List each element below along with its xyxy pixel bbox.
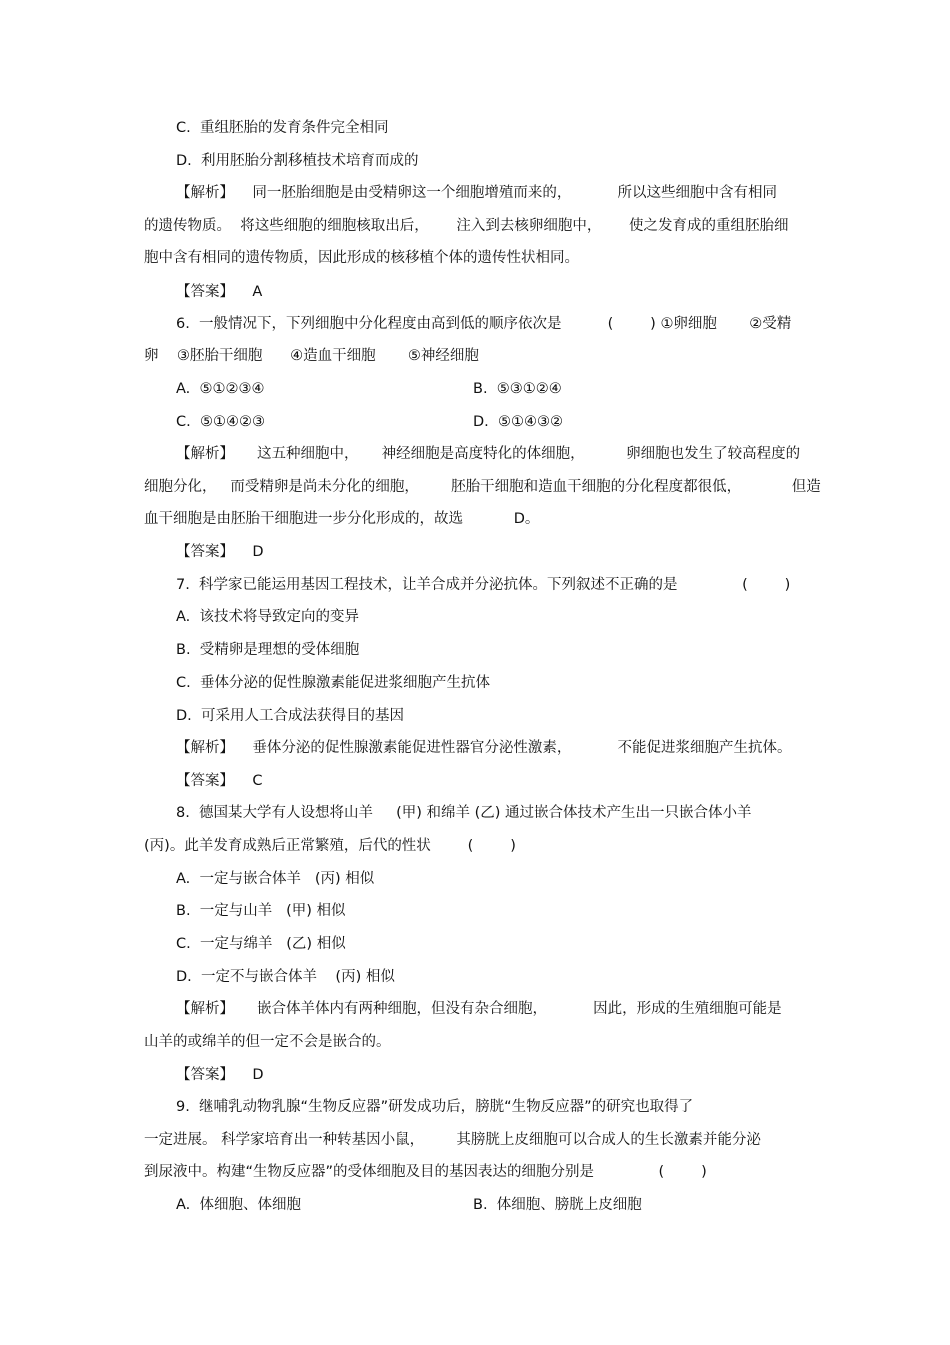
option-c: C. ⑤①④②③ <box>176 414 265 430</box>
option-d: D. ⑤①④③② <box>473 414 563 430</box>
option-a: A. 一定与嵌合体羊 (丙) 相似 <box>176 871 375 887</box>
question-9-text: 一定进展。 科学家培育出一种转基因小鼠， 其膀胱上皮细胞可以合成人的生长激素并能分泌 <box>144 1132 761 1148</box>
option-a: A. ⑤①②③④ <box>176 381 265 397</box>
option-c: C. 垂体分泌的促性腺激素能促进浆细胞产生抗体 <box>176 675 490 691</box>
option-b: B. 受精卵是理想的受体细胞 <box>176 642 360 658</box>
analysis-text: 细胞分化， 而受精卵是尚未分化的细胞， 胚胎干细胞和造血干细胞的分化程度都很低， 但造 <box>144 479 821 495</box>
answer-label: 【答案】 D <box>176 1067 264 1083</box>
option-d: D. 可采用人工合成法获得目的基因 <box>176 708 404 724</box>
option-d: D. 一定不与嵌合体羊 (丙) 相似 <box>176 969 395 985</box>
answer-label: 【答案】 A <box>176 284 263 300</box>
analysis-text: 的遗传物质。 将这些细胞的细胞核取出后， 注入到去核卵细胞中， 使之发育成的重组胚胎细 <box>144 218 789 234</box>
analysis-label: 【解析】 这五种细胞中， 神经细胞是高度特化的体细胞， 卵细胞也发生了较高程度的 <box>176 446 801 462</box>
question-8-text: (丙)。此羊发育成熟后正常繁殖，后代的性状 ( ) <box>144 838 516 854</box>
question-9-text: 到尿液中。构建“生物反应器”的受体细胞及目的基因表达的细胞分别是 ( ) <box>144 1164 707 1180</box>
option-d: D. 利用胚胎分割移植技术培育而成的 <box>176 153 419 169</box>
option-a: A. 体细胞、体细胞 <box>176 1197 301 1213</box>
analysis-text: 血干细胞是由胚胎干细胞进一步分化形成的，故选 D。 <box>144 511 540 527</box>
analysis-text: 胞中含有相同的遗传物质，因此形成的核移植个体的遗传性状相同。 <box>144 250 579 266</box>
analysis-label: 【解析】 垂体分泌的促性腺激素能促进性器官分泌性激素， 不能促进浆细胞产生抗体。 <box>176 740 792 756</box>
question-7: 7. 科学家已能运用基因工程技术，让羊合成并分泌抗体。下列叙述不正确的是 ( ) <box>176 577 791 593</box>
question-6-text: 卵 ③胚胎干细胞 ④造血干细胞 ⑤神经细胞 <box>144 348 479 364</box>
analysis-label: 【解析】 嵌合体羊体内有两种细胞，但没有杂合细胞， 因此，形成的生殖细胞可能是 <box>176 1001 782 1017</box>
option-b: B. 一定与山羊 (甲) 相似 <box>176 903 346 919</box>
option-c: C. 一定与绵羊 (乙) 相似 <box>176 936 346 952</box>
analysis-text: 山羊的或绵羊的但一定不会是嵌合的。 <box>144 1034 391 1050</box>
option-c: C. 重组胚胎的发育条件完全相同 <box>176 120 389 136</box>
option-b: B. 体细胞、膀胱上皮细胞 <box>473 1197 642 1213</box>
analysis-label: 【解析】 同一胚胎细胞是由受精卵这一个细胞增殖而来的， 所以这些细胞中含有相同 <box>176 185 778 201</box>
option-a: A. 该技术将导致定向的变异 <box>176 609 359 625</box>
question-6: 6. 一般情况下，下列细胞中分化程度由高到低的顺序依次是 ( ) ①卵细胞 ②受精 <box>176 316 792 332</box>
answer-label: 【答案】 D <box>176 544 264 560</box>
option-b: B. ⑤③①②④ <box>473 381 562 397</box>
question-8: 8. 德国某大学有人设想将山羊 (甲) 和绵羊 (乙) 通过嵌合体技术产生出一只嵌合体小羊 <box>176 805 752 821</box>
answer-label: 【答案】 C <box>176 773 263 789</box>
question-9: 9. 继哺乳动物乳腺“生物反应器”研发成功后，膀胱“生物反应器”的研究也取得了 <box>176 1099 694 1115</box>
